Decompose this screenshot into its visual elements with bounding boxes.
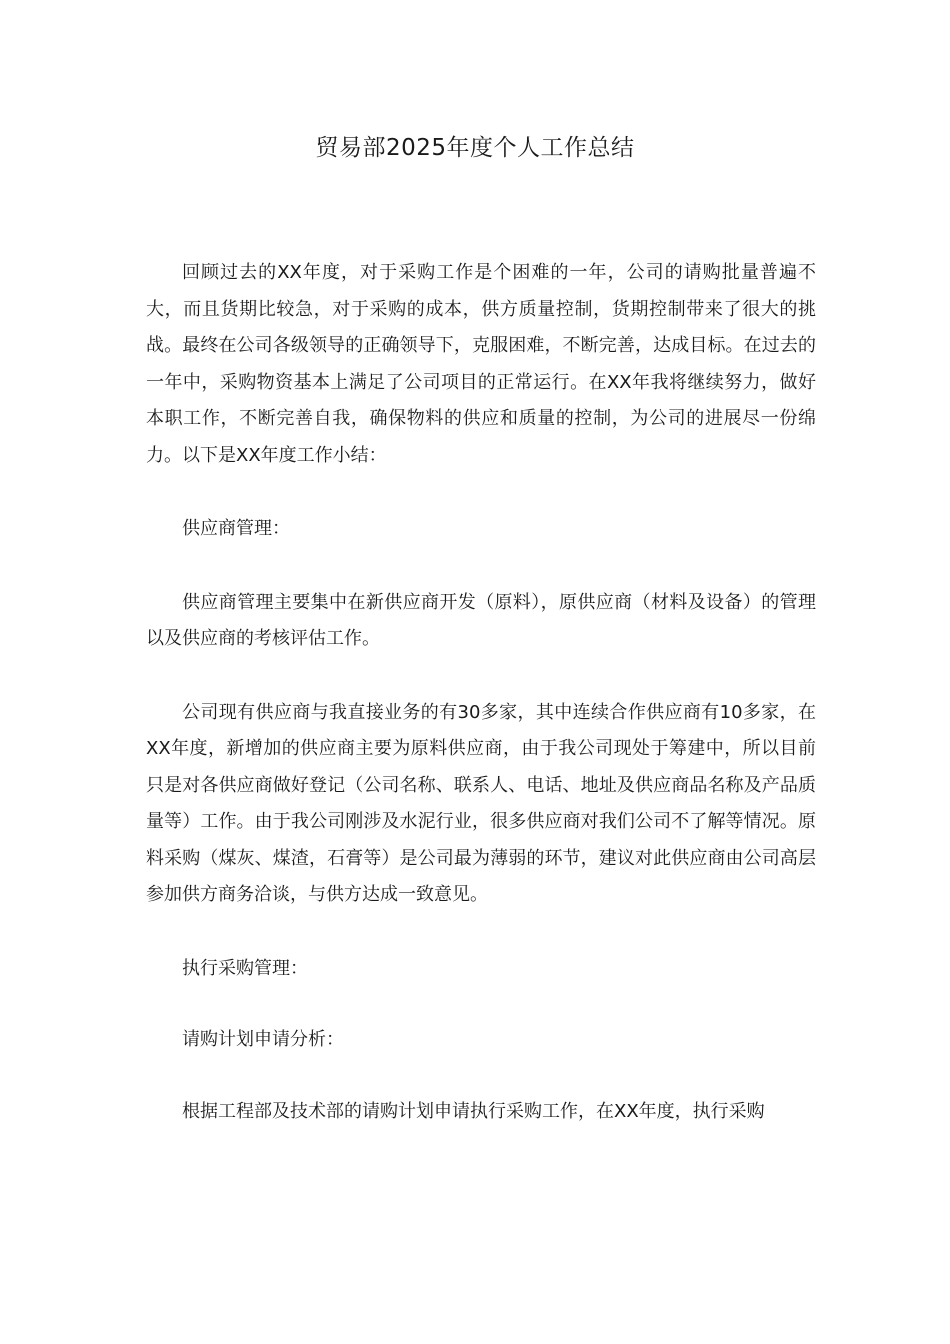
document-title: 贸易部2025年度个人工作总结 <box>315 135 635 161</box>
paragraph-intro: 回顾过去的XX年度，对于采购工作是个困难的一年，公司的请购批量普遍不大，而且货期比较急，对于采购的成本，供方质量控制，货期控制带来了很大的挑战。最终在公司各级领导的正确领导下，克服困难，不断完善，达成目标。在过去的一年中，采购物资基本上满足了公司项目的正常运行。在XX年我将继续努力，做好本职工作，不断完善自我，确保物料的供应和质量的控制，为公司的进展尽一份绵力。以下是XX年度工作小结： <box>146 262 816 466</box>
heading-purchase-management: 执行采购管理： <box>182 957 308 979</box>
paragraph-requisition: 根据工程部及技术部的请购计划申请执行采购工作，在XX年度，执行采购 <box>182 1100 765 1122</box>
heading-supplier-management: 供应商管理： <box>182 518 290 539</box>
paragraph-supplier-status: 公司现有供应商与我直接业务的有30多家，其中连续合作供应商有10多家，在XX年度，新增加的供应商主要为原料供应商，由于我公司现处于筹建中，所以目前只是对各供应商做好登记（公司名称、联系人、电话、地址及供应商品名称及产品质量等）工作。由于我公司刚涉及水泥行业，很多供应商对我们公司不了解等情况。原料采购（煤灰、煤渣，石膏等）是公司最为薄弱的环节，建议对此供应商由公司高层参加供方商务洽谈，与供方达成一致意见。 <box>146 701 816 905</box>
document-body <box>146 255 816 1130</box>
heading-requisition-analysis: 请购计划申请分析： <box>182 1029 344 1050</box>
paragraph-supplier-scope: 供应商管理主要集中在新供应商开发（原料），原供应商（材料及设备）的管理以及供应商的考核评估工作。 <box>146 591 816 649</box>
